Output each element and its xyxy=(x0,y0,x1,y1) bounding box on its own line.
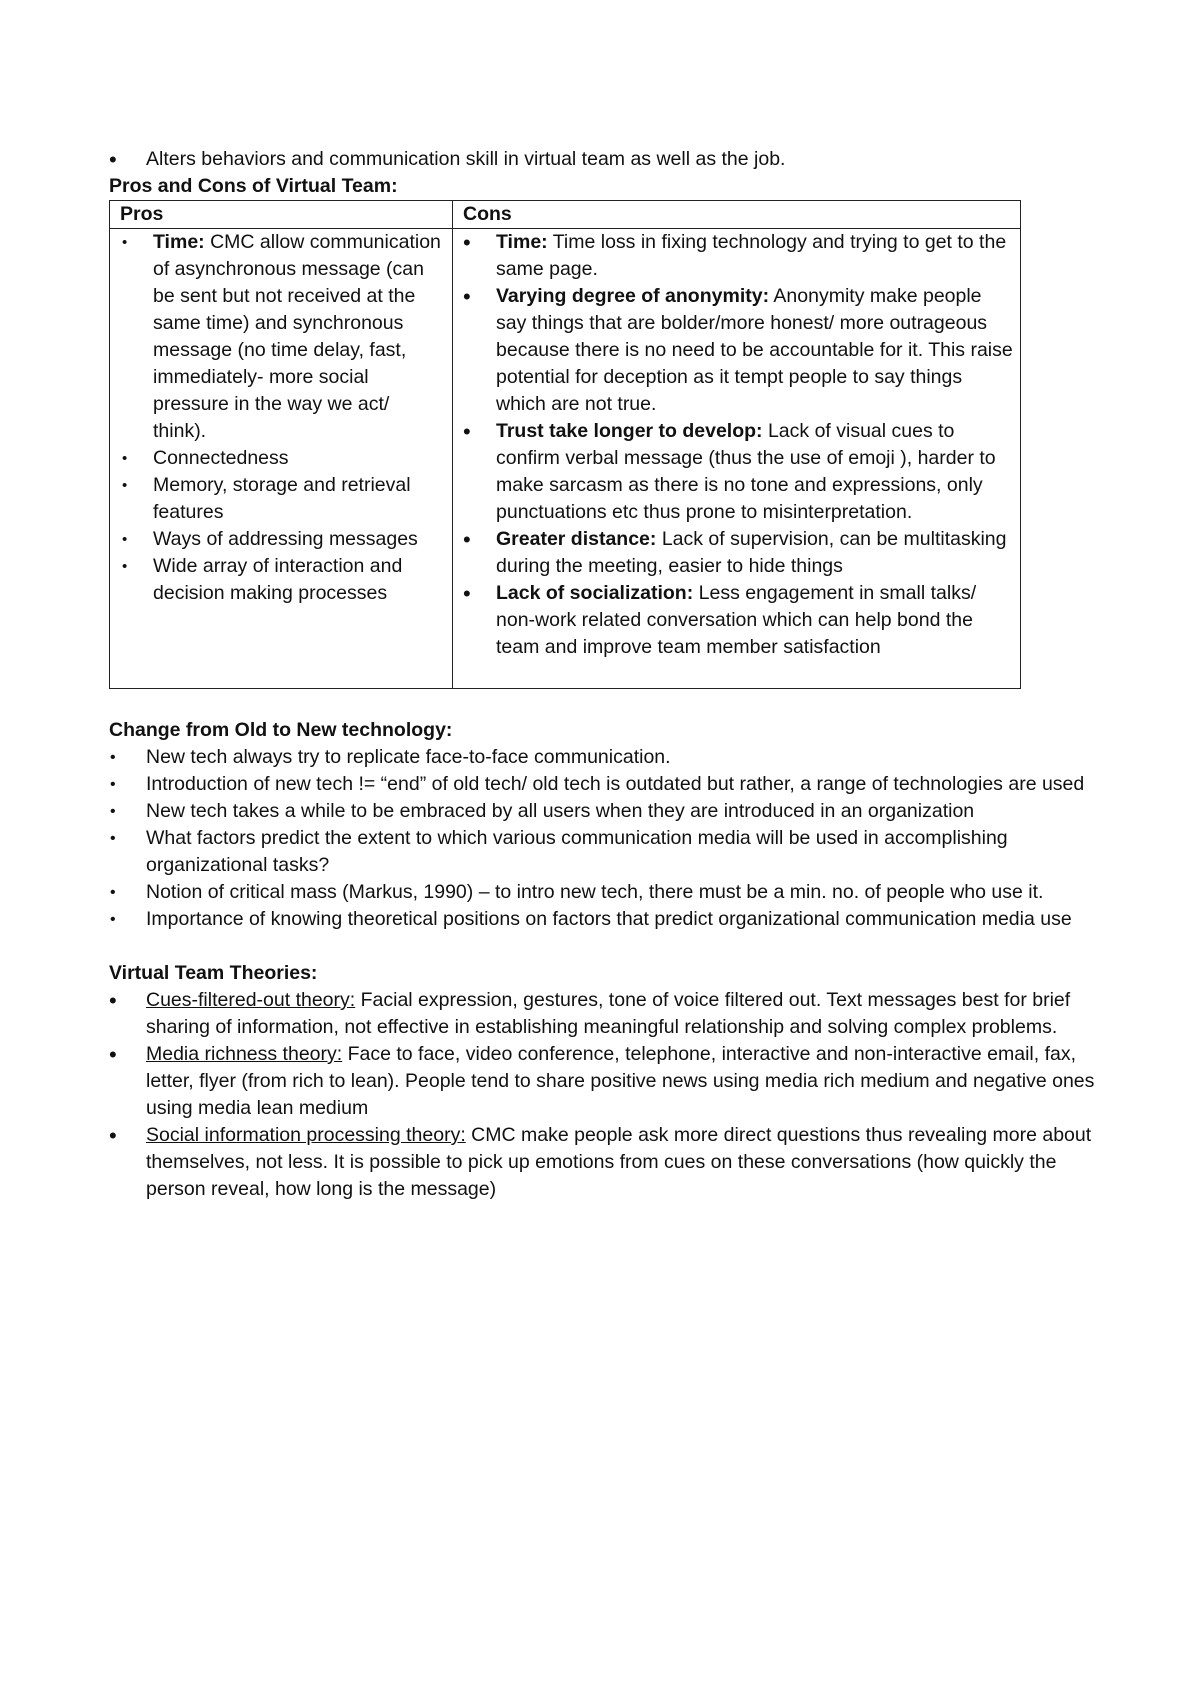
pros-cons-heading: Pros and Cons of Virtual Team: xyxy=(109,175,398,197)
cons-text: Lack of visual cues to confirm verbal message (thus the use of emoji ), harder to make sarcasm as there is no tone and expressions, only punctuations etc thus prone to misinterpretation. xyxy=(496,420,996,523)
list-item: • New tech takes a while to be embraced by all users when they are introduced in an organization xyxy=(109,798,1109,825)
theories-section xyxy=(109,960,1109,1203)
cons-list xyxy=(459,229,1014,661)
list-item: • Introduction of new tech != “end” of old tech/ old tech is outdated but rather, a range of technologies are used xyxy=(109,771,1109,798)
cons-item xyxy=(459,418,1014,526)
cons-column-header: Cons xyxy=(453,201,1021,229)
cons-text: Time loss in fixing technology and trying to get to the same page. xyxy=(496,231,1007,280)
theory-text: Face to face, video conference, telephone, interactive and non-interactive email, fax, letter, flyer (from rich to lean). People tend to share positive news using media rich medium and negative ones using media lean medium xyxy=(146,1043,1095,1119)
pros-text: Memory, storage and retrieval features xyxy=(153,474,411,523)
cons-term: Time: xyxy=(496,231,548,253)
change-heading: Change from Old to New technology: xyxy=(109,719,453,741)
change-section xyxy=(109,717,1109,933)
pros-item xyxy=(116,553,446,607)
cons-item xyxy=(459,580,1014,661)
list-item xyxy=(109,987,1109,1041)
pros-cons-table-wrap xyxy=(109,200,1109,689)
intro-list xyxy=(109,146,1109,173)
intro-bullet: • Alters behaviors and communication skill in virtual team as well as the job. xyxy=(109,146,1109,173)
cons-item xyxy=(459,283,1014,418)
list-item: • Importance of knowing theoretical positions on factors that predict organizational communication media use xyxy=(109,906,1109,933)
theory-text: CMC make people ask more direct questions thus revealing more about themselves, not less. It is possible to pick up emotions from cues on these conversations (how quickly the person reveal, how long is the message) xyxy=(146,1124,1092,1200)
pros-term: Time: xyxy=(153,231,205,253)
list-item: • Notion of critical mass (Markus, 1990) – to intro new tech, there must be a min. no. of people who use it. xyxy=(109,879,1109,906)
theories-heading: Virtual Team Theories: xyxy=(109,962,318,984)
pros-text: Ways of addressing messages xyxy=(153,528,418,550)
theory-term: Cues-filtered-out theory: xyxy=(146,989,356,1011)
pros-column-header: Pros xyxy=(110,201,453,229)
pros-item xyxy=(116,526,446,553)
list-item xyxy=(109,1122,1109,1203)
pros-item xyxy=(116,472,446,526)
cons-item xyxy=(459,229,1014,283)
list-item: • New tech always try to replicate face-to-face communication. xyxy=(109,744,1109,771)
cons-term: Trust take longer to develop: xyxy=(496,420,763,442)
document-content xyxy=(109,146,1109,1203)
change-list xyxy=(109,744,1109,933)
pros-item xyxy=(116,229,446,445)
cons-term: Greater distance: xyxy=(496,528,657,550)
pros-cons-table xyxy=(109,200,1021,689)
cons-text: Anonymity make people say things that are bolder/more honest/ more outrageous because there is no need to be accountable for it. This raise potential for deception as it tempt people to say things which are not true. xyxy=(496,285,1013,415)
theories-list xyxy=(109,987,1109,1203)
theory-term: Social information processing theory: xyxy=(146,1124,466,1146)
cons-item xyxy=(459,526,1014,580)
list-item xyxy=(109,1041,1109,1122)
theory-term: Media richness theory: xyxy=(146,1043,343,1065)
theory-text: Facial expression, gestures, tone of voice filtered out. Text messages best for brief sharing of information, not effective in establishing meaningful relationship and solving complex problems. xyxy=(146,989,1071,1038)
cons-text: Less engagement in small talks/ non-work related conversation which can help bond the team and improve team member satisfaction xyxy=(496,582,977,658)
cons-text: Lack of supervision, can be multitasking during the meeting, easier to hide things xyxy=(496,528,1007,577)
table-row xyxy=(110,229,1021,689)
table-header-row xyxy=(110,201,1021,229)
cons-term: Lack of socialization: xyxy=(496,582,694,604)
list-item: • What factors predict the extent to which various communication media will be used in accomplishing organizational tasks? xyxy=(109,825,1109,879)
pros-text: Wide array of interaction and decision making processes xyxy=(153,555,403,604)
pros-cell xyxy=(110,229,453,689)
pros-list xyxy=(116,229,446,607)
pros-text: CMC allow communication of asynchronous message (can be sent but not received at the same time) and synchronous message (no time delay, fast, immediately- more social pressure in the way we act/ think). xyxy=(153,231,441,442)
pros-text: Connectedness xyxy=(153,447,289,469)
cons-cell xyxy=(453,229,1021,689)
pros-item xyxy=(116,445,446,472)
cons-term: Varying degree of anonymity: xyxy=(496,285,770,307)
